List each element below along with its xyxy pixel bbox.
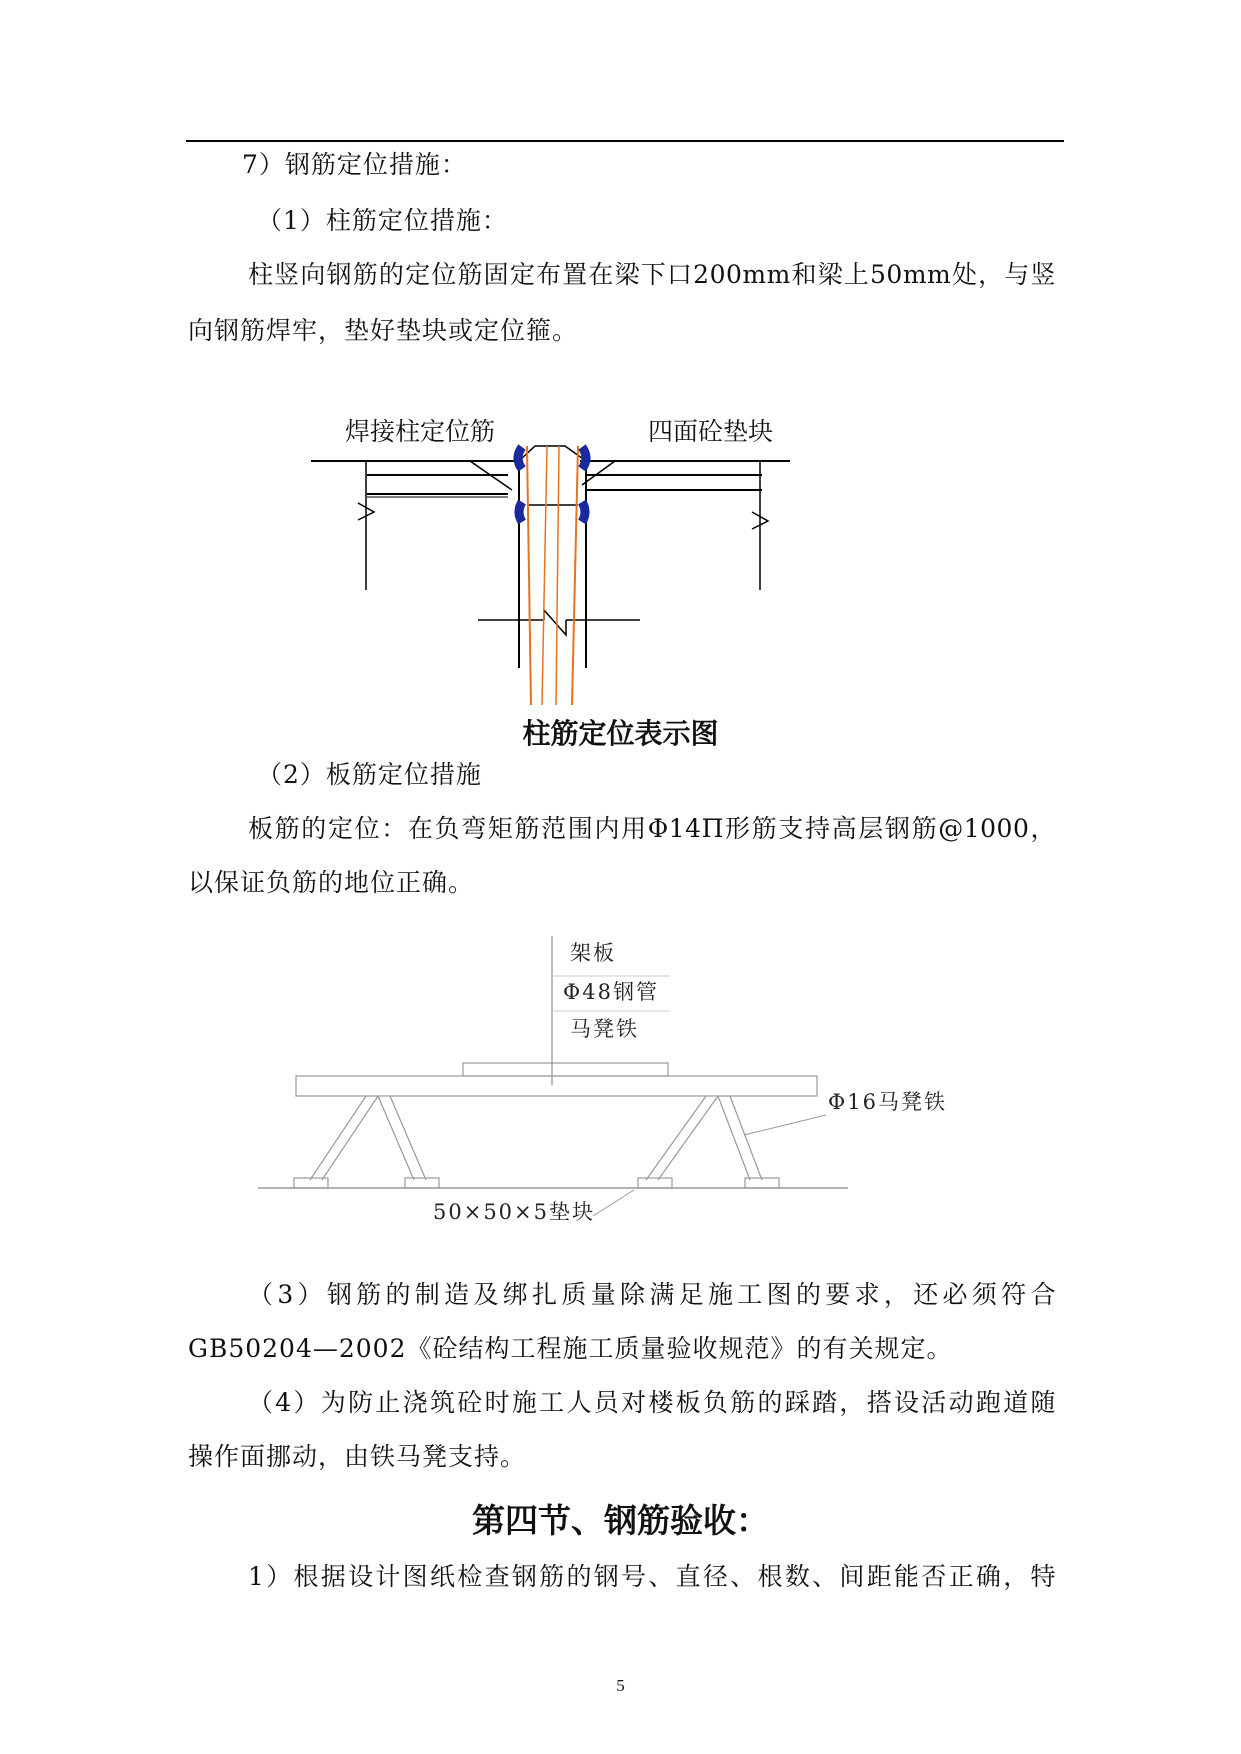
page-number: 5 <box>616 1676 625 1695</box>
label-steel-pipe: Φ48钢管 <box>563 980 659 1004</box>
phi16-leader-line <box>744 1115 826 1135</box>
left-stool-leg-1b <box>322 1096 378 1180</box>
paragraph-walkway-line1: （4）为防止浇筑砼时施工人员对楼板负筋的踩踏，搭设活动跑道随 <box>248 1388 1056 1417</box>
right-stool-leg-2a <box>718 1096 750 1180</box>
label-phi16-stool: Φ16马凳铁 <box>828 1090 947 1114</box>
paragraph-slab-positioning-title: （2）板筋定位措施 <box>257 760 482 789</box>
label-board: 架板 <box>570 941 616 965</box>
steel-pipe-plank <box>296 1076 817 1096</box>
paragraph-column-positioning-text-line1: 柱竖向钢筋的定位筋固定布置在梁下口200mm和梁上50mm处，与竖 <box>248 260 1056 289</box>
paragraph-slab-positioning-line1: 板筋的定位：在负弯矩筋范围内用Φ14Π形筋支持高层钢筋@1000， <box>248 814 1056 843</box>
paragraph-quality-line1: （3）钢筋的制造及绑扎质量除满足施工图的要求，还必须符合 <box>248 1280 1056 1309</box>
right-stool-leg-1a <box>646 1096 706 1180</box>
label-weld-column-bar: 焊接柱定位筋 <box>345 417 496 446</box>
paragraph-inspection-line1: 1）根据设计图纸检查钢筋的钢号、直径、根数、间距能否正确，特 <box>248 1562 1056 1591</box>
pad-leader-line <box>593 1190 634 1216</box>
label-pad-size: 50×50×5垫块 <box>433 1200 595 1224</box>
paragraph-quality-line2: GB50204—2002《砼结构工程施工质量验收规范》的有关规定。 <box>188 1334 953 1363</box>
pad-block-2 <box>405 1178 439 1188</box>
figure1-caption: 柱筋定位表示图 <box>522 717 719 750</box>
right-stool-leg-1b <box>658 1096 718 1180</box>
right-stool-leg-2b <box>730 1096 762 1180</box>
paragraph-slab-positioning-line2: 以保证负筋的地位正确。 <box>188 868 475 897</box>
label-four-side-pad: 四面砼垫块 <box>648 417 774 446</box>
section-title: 第四节、钢筋验收： <box>472 1501 769 1540</box>
pad-block-3 <box>638 1178 672 1188</box>
label-stool-iron: 马凳铁 <box>570 1017 639 1041</box>
top-board <box>463 1063 668 1076</box>
paragraph-steel-positioning-title: 7）钢筋定位措施： <box>242 150 467 179</box>
paragraph-column-positioning-text-line2: 向钢筋焊牢，垫好垫块或定位箍。 <box>188 316 579 345</box>
paragraph-walkway-line2: 操作面挪动，由铁马凳支持。 <box>188 1442 527 1471</box>
paragraph-column-positioning-title: （1）柱筋定位措施： <box>257 206 508 235</box>
left-stool-leg-1a <box>310 1096 366 1180</box>
